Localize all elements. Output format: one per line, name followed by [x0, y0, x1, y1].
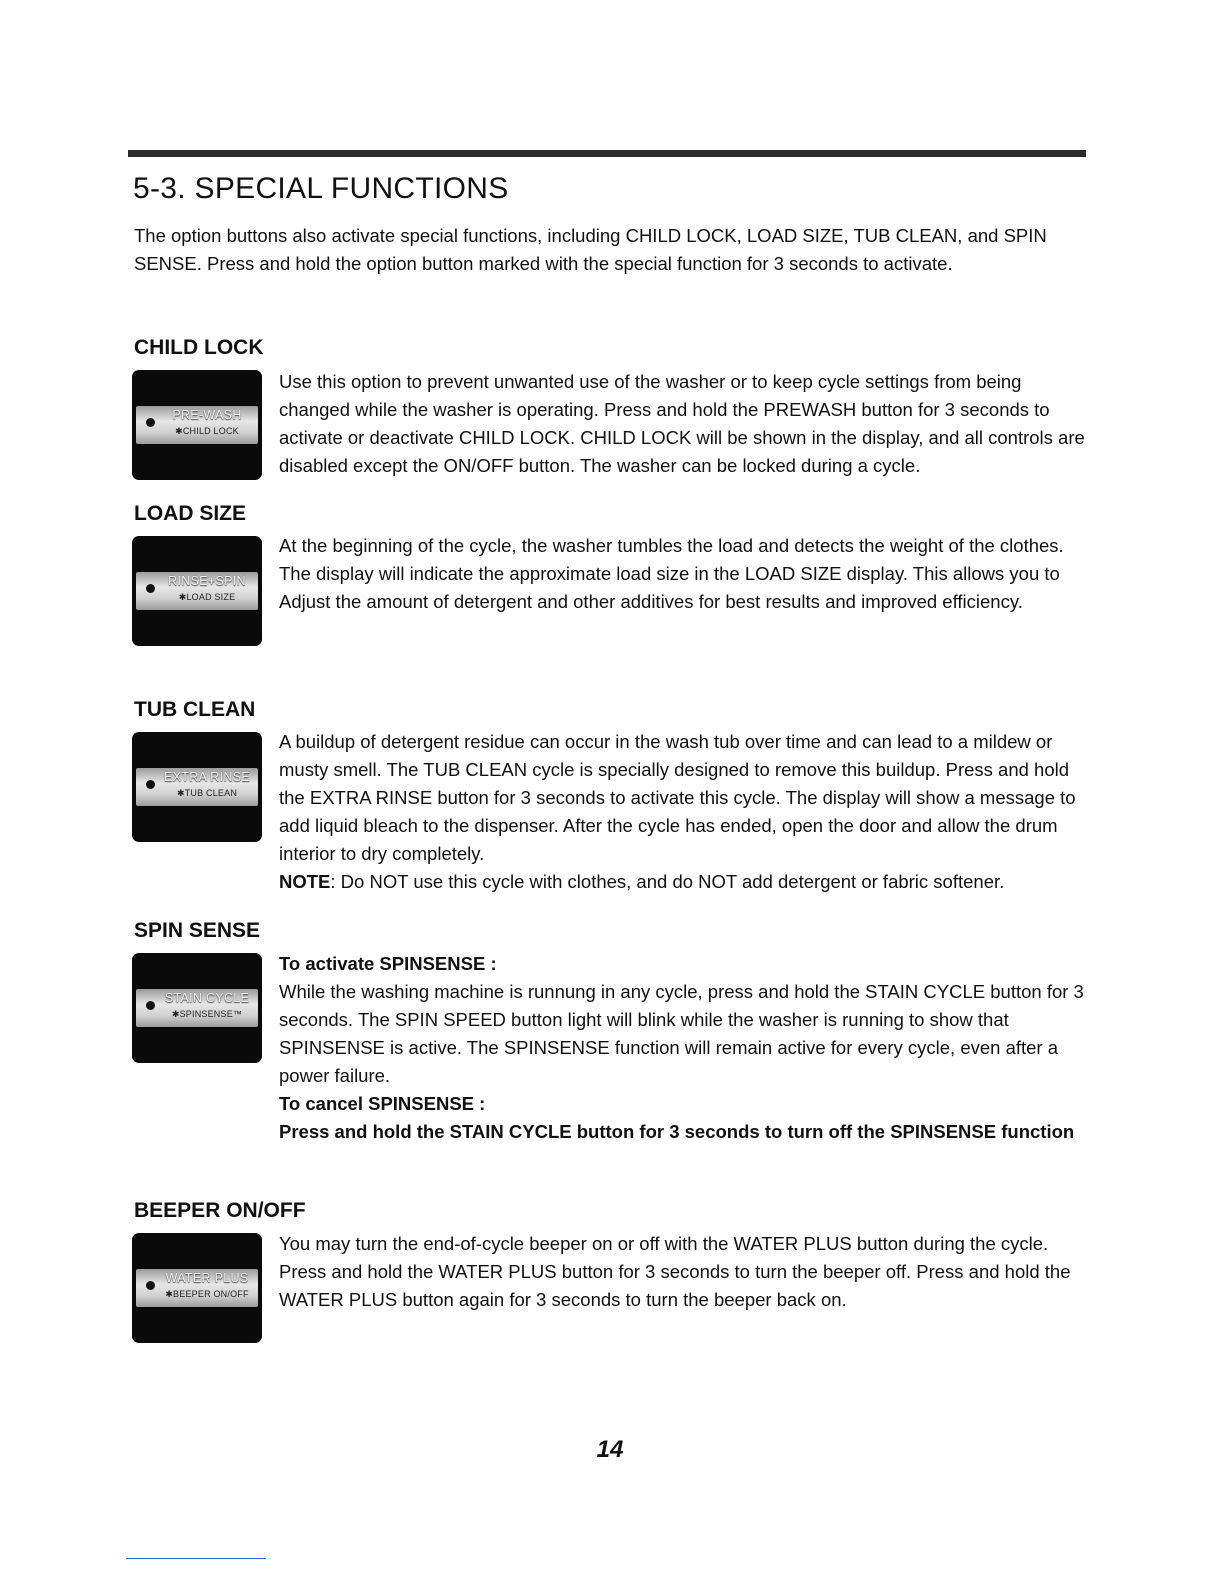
tub-clean-text: [279, 728, 1089, 896]
beeper-text: [279, 1230, 1089, 1314]
child-lock-text: [279, 368, 1089, 480]
activate-spinsense-paragraph: While the washing machine is runnung in any cycle, press and hold the STAIN CYCLE button for 3 seconds. The SPIN SPEED button light will blink while the washer is running to show that SPINSENSE is active. The SPINSENSE function will remain active for every cycle, even after a power failure.: [279, 981, 1084, 1086]
pre-wash-button-image: [132, 370, 262, 480]
header-rule: [128, 150, 1086, 157]
indicator-dot-icon: [146, 1281, 155, 1290]
indicator-dot-icon: [146, 418, 155, 427]
spin-sense-text: [279, 950, 1089, 1146]
load-size-paragraph-2: The display will indicate the approximate load size in the LOAD SIZE display. This allows you to Adjust the amount of detergent and other additives for best results and improved efficiency.: [279, 563, 1060, 612]
stain-cycle-button-image: [132, 953, 262, 1063]
water-plus-button-image: [132, 1233, 262, 1343]
indicator-dot-icon: [146, 780, 155, 789]
tub-clean-note: [279, 868, 1089, 896]
button-label: PRE-WASH: [172, 408, 242, 422]
cancel-spinsense-heading: To cancel SPINSENSE :: [279, 1093, 486, 1114]
button-label: EXTRA RINSE: [164, 770, 250, 784]
button-sublabel: ✱SPINSENSE™: [171, 1009, 243, 1019]
beeper-heading: BEEPER ON/OFF: [134, 1199, 306, 1222]
button-label: WATER PLUS: [165, 1271, 249, 1285]
page-title: 5-3. SPECIAL FUNCTIONS: [133, 172, 509, 205]
beeper-paragraph: You may turn the end-of-cycle beeper on or off with the WATER PLUS button during the cycle. Press and hold the WATER PLUS button for 3 seconds to turn the beeper off. Press and hold the WATER PLUS button again for 3 seconds to turn the beeper back on.: [279, 1233, 1071, 1310]
load-size-text: [279, 532, 1089, 616]
tub-clean-paragraph: A buildup of detergent residue can occur in the wash tub over time and can lead to a mildew or musty smell. The TUB CLEAN cycle is specially designed to remove this buildup. Press and hold the EXTRA RINSE button for 3 seconds to activate this cycle. The display will show a message to add liquid bleach to the dispenser. After the cycle has ended, open the door and allow the drum interior to dry completely.: [279, 731, 1076, 864]
child-lock-paragraph: Use this option to prevent unwanted use of the washer or to keep cycle settings from being changed while the washer is operating. Press and hold the PREWASH button for 3 seconds to activate or deactivate CHILD LOCK. CHILD LOCK will be shown in the display, and all controls are disabled except the ON/OFF button. The washer can be locked during a cycle.: [279, 371, 1085, 476]
tub-clean-heading: TUB CLEAN: [134, 698, 256, 721]
child-lock-heading: CHILD LOCK: [134, 336, 264, 359]
button-sublabel: ✱BEEPER ON/OFF: [165, 1289, 249, 1299]
indicator-dot-icon: [146, 584, 155, 593]
spin-sense-heading: SPIN SENSE: [134, 919, 261, 942]
intro-paragraph: The option buttons also activate special functions, including CHILD LOCK, LOAD SIZE, TUB CLEAN, and SPIN SENSE. Press and hold the option button marked with the special function for 3 seconds to activate.: [134, 225, 1047, 274]
page-number: 14: [596, 1436, 624, 1463]
button-label: RINSE+SPIN: [168, 574, 246, 588]
note-text: : Do NOT use this cycle with clothes, and do NOT add detergent or fabric softener.: [330, 871, 1005, 892]
rinse-spin-button-image: [132, 536, 262, 646]
load-size-paragraph-1: At the beginning of the cycle, the washer tumbles the load and detects the weight of the clothes.: [279, 535, 1064, 556]
button-sublabel: ✱TUB CLEAN: [176, 788, 238, 798]
note-label: NOTE: [279, 871, 331, 892]
button-sublabel: ✱LOAD SIZE: [178, 592, 236, 602]
button-sublabel: ✱CHILD LOCK: [175, 426, 239, 436]
button-label: STAIN CYCLE: [164, 991, 250, 1005]
indicator-dot-icon: [146, 1001, 155, 1010]
extra-rinse-button-image: [132, 732, 262, 842]
activate-spinsense-heading: To activate SPINSENSE :: [279, 953, 497, 974]
load-size-heading: LOAD SIZE: [134, 502, 247, 525]
footer-rule: [126, 1558, 266, 1559]
cancel-spinsense-paragraph: Press and hold the STAIN CYCLE button for 3 seconds to turn off the SPINSENSE function: [279, 1121, 1075, 1142]
